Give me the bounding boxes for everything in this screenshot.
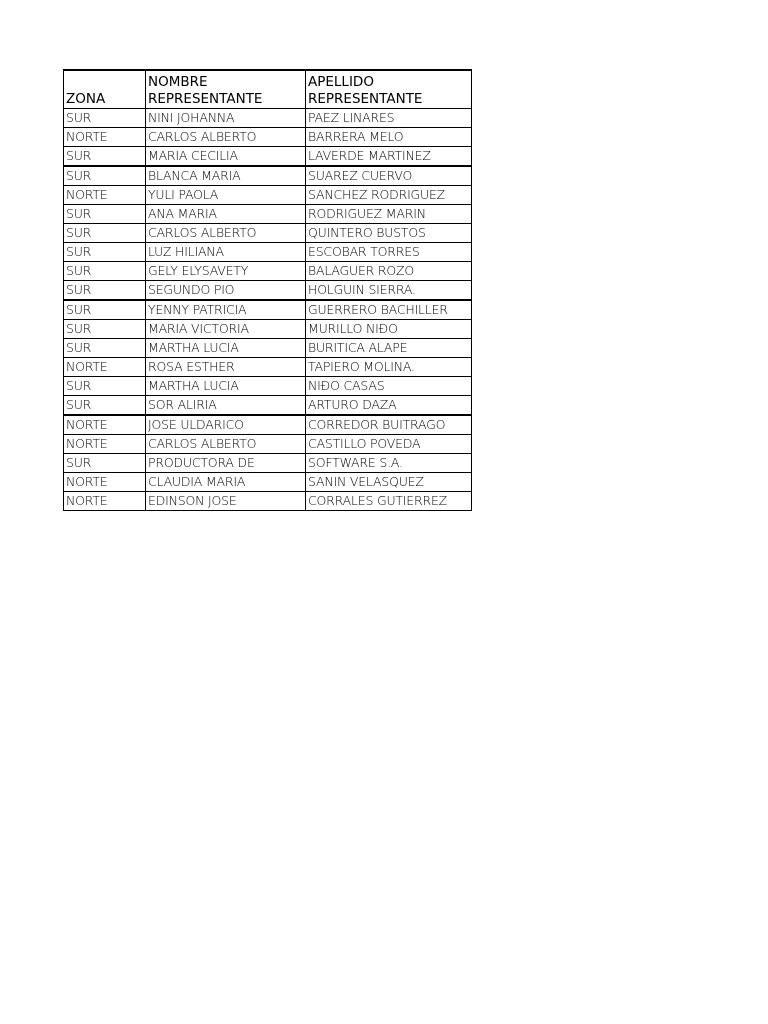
cell-zona: SUR bbox=[64, 147, 146, 167]
cell-zona: SUR bbox=[64, 166, 146, 186]
cell-nombre: CLAUDIA MARIA bbox=[146, 473, 306, 492]
cell-apellido: SANCHEZ RODRIGUEZ bbox=[306, 186, 472, 205]
table-row bbox=[64, 300, 472, 320]
cell-apellido: MURILLO NIÐO bbox=[306, 320, 472, 339]
cell-nombre: MARIA VICTORIA bbox=[146, 320, 306, 339]
cell-nombre: SOR ALIRIA bbox=[146, 396, 306, 416]
cell-zona: NORTE bbox=[64, 186, 146, 205]
cell-apellido: BURITICA ALAPE bbox=[306, 339, 472, 358]
table-row bbox=[64, 281, 472, 301]
cell-zona: SUR bbox=[64, 300, 146, 320]
cell-apellido: BARRERA MELO bbox=[306, 128, 472, 147]
cell-apellido: NIÐO CASAS bbox=[306, 377, 472, 396]
cell-apellido: GUERRERO BACHILLER bbox=[306, 300, 472, 320]
header-apellido bbox=[306, 70, 472, 109]
cell-zona: SUR bbox=[64, 243, 146, 262]
table-row bbox=[64, 454, 472, 473]
cell-apellido: CORREDOR BUITRAGO bbox=[306, 415, 472, 435]
cell-apellido: RODRIGUEZ MARIN bbox=[306, 205, 472, 224]
cell-nombre: CARLOS ALBERTO bbox=[146, 224, 306, 243]
cell-apellido: TAPIERO MOLINA. bbox=[306, 358, 472, 377]
cell-nombre: PRODUCTORA DE bbox=[146, 454, 306, 473]
table-header bbox=[64, 70, 472, 109]
cell-zona: NORTE bbox=[64, 473, 146, 492]
cell-nombre: LUZ HILIANA bbox=[146, 243, 306, 262]
table-row bbox=[64, 492, 472, 511]
cell-zona: SUR bbox=[64, 109, 146, 128]
table-row bbox=[64, 377, 472, 396]
cell-zona: SUR bbox=[64, 454, 146, 473]
table-row bbox=[64, 473, 472, 492]
cell-apellido: SANIN VELASQUEZ bbox=[306, 473, 472, 492]
cell-nombre: JOSE ULDARICO bbox=[146, 415, 306, 435]
cell-zona: SUR bbox=[64, 396, 146, 416]
cell-nombre: NINI JOHANNA bbox=[146, 109, 306, 128]
header-row bbox=[64, 70, 472, 109]
table-row bbox=[64, 186, 472, 205]
table-row bbox=[64, 415, 472, 435]
table-row bbox=[64, 396, 472, 416]
cell-apellido: SUAREZ CUERVO bbox=[306, 166, 472, 186]
cell-zona: SUR bbox=[64, 224, 146, 243]
header-nombre-line2: REPRESENTANTE bbox=[148, 91, 263, 107]
cell-zona: NORTE bbox=[64, 492, 146, 511]
cell-zona: SUR bbox=[64, 281, 146, 301]
table-row bbox=[64, 358, 472, 377]
header-nombre-line1: NOMBRE bbox=[148, 74, 208, 90]
cell-nombre: CARLOS ALBERTO bbox=[146, 435, 306, 454]
cell-apellido: PAEZ LINARES bbox=[306, 109, 472, 128]
cell-apellido: ESCOBAR TORRES bbox=[306, 243, 472, 262]
cell-nombre: ANA MARIA bbox=[146, 205, 306, 224]
cell-nombre: MARTHA LUCIA bbox=[146, 377, 306, 396]
representatives-table bbox=[63, 69, 472, 511]
cell-apellido: LAVERDE MARTINEZ bbox=[306, 147, 472, 167]
header-nombre bbox=[146, 70, 306, 109]
cell-nombre: YULI PAOLA bbox=[146, 186, 306, 205]
header-apellido-line1: APELLIDO bbox=[308, 74, 374, 90]
cell-zona: SUR bbox=[64, 377, 146, 396]
cell-apellido: CORRALES GUTIERREZ bbox=[306, 492, 472, 511]
header-apellido-line2: REPRESENTANTE bbox=[308, 91, 423, 107]
table-row bbox=[64, 320, 472, 339]
cell-nombre: SEGUNDO PIO bbox=[146, 281, 306, 301]
table-row bbox=[64, 224, 472, 243]
table-row bbox=[64, 205, 472, 224]
cell-zona: NORTE bbox=[64, 358, 146, 377]
cell-zona: NORTE bbox=[64, 415, 146, 435]
cell-zona: SUR bbox=[64, 320, 146, 339]
cell-zona: SUR bbox=[64, 339, 146, 358]
table-row bbox=[64, 166, 472, 186]
cell-zona: SUR bbox=[64, 262, 146, 281]
cell-zona: NORTE bbox=[64, 128, 146, 147]
cell-apellido: ARTURO DAZA bbox=[306, 396, 472, 416]
cell-nombre: MARTHA LUCIA bbox=[146, 339, 306, 358]
header-zona bbox=[64, 70, 146, 109]
table-row bbox=[64, 147, 472, 167]
table-body bbox=[64, 109, 472, 511]
cell-apellido: QUINTERO BUSTOS bbox=[306, 224, 472, 243]
cell-nombre: CARLOS ALBERTO bbox=[146, 128, 306, 147]
cell-nombre: EDINSON JOSE bbox=[146, 492, 306, 511]
cell-nombre: BLANCA MARIA bbox=[146, 166, 306, 186]
cell-zona: NORTE bbox=[64, 435, 146, 454]
cell-nombre: MARIA CECILIA bbox=[146, 147, 306, 167]
cell-apellido: SOFTWARE S.A. bbox=[306, 454, 472, 473]
cell-nombre: YENNY PATRICIA bbox=[146, 300, 306, 320]
cell-nombre: GELY ELYSAVETY bbox=[146, 262, 306, 281]
table-row bbox=[64, 339, 472, 358]
cell-nombre: ROSA ESTHER bbox=[146, 358, 306, 377]
table-row bbox=[64, 128, 472, 147]
cell-apellido: BALAGUER ROZO bbox=[306, 262, 472, 281]
table-row bbox=[64, 243, 472, 262]
cell-zona: SUR bbox=[64, 205, 146, 224]
header-zona-label: ZONA bbox=[66, 91, 106, 107]
table-row bbox=[64, 435, 472, 454]
cell-apellido: CASTILLO POVEDA bbox=[306, 435, 472, 454]
table-row bbox=[64, 109, 472, 128]
table-row bbox=[64, 262, 472, 281]
cell-apellido: HOLGUIN SIERRA. bbox=[306, 281, 472, 301]
